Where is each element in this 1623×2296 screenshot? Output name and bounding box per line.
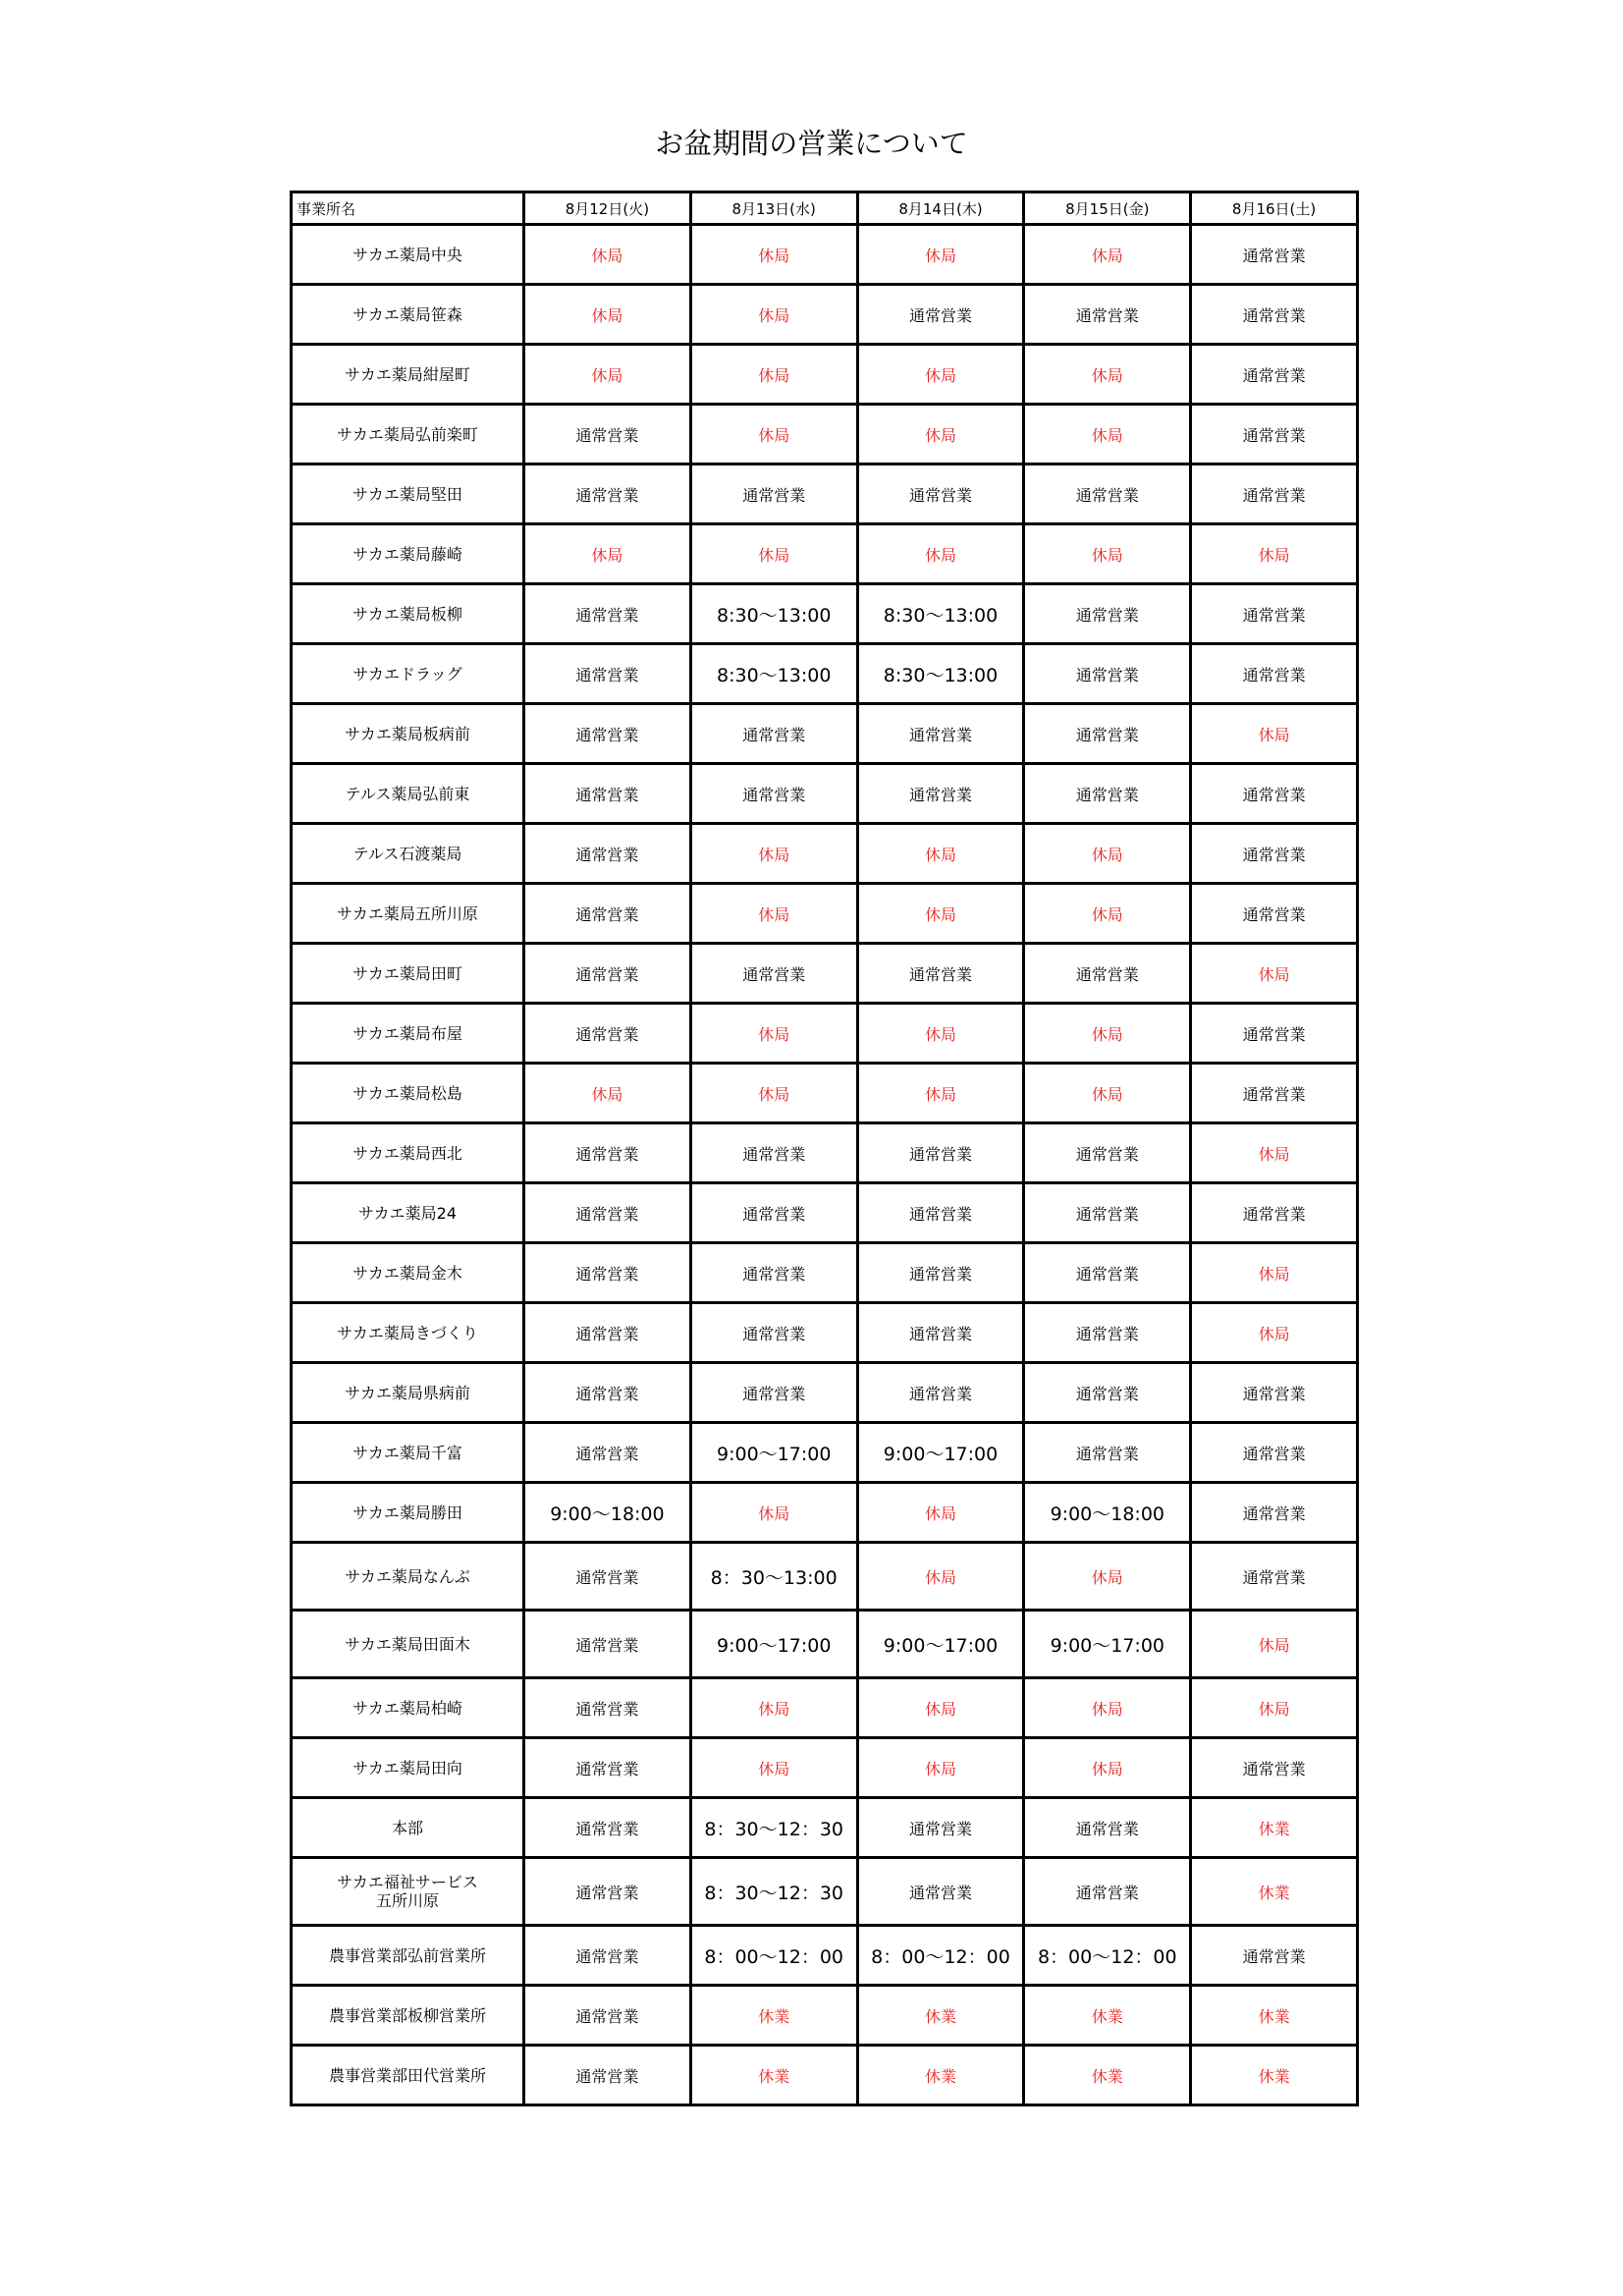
status-cell: 休業 — [690, 2046, 857, 2105]
status-cell: 通常営業 — [524, 465, 691, 524]
header-date: 8月12日(火) — [524, 192, 691, 225]
table-row — [292, 1183, 1358, 1243]
status-cell: 通常営業 — [524, 1004, 691, 1064]
status-cell: 通常営業 — [524, 2046, 691, 2105]
status-cell: 通常営業 — [524, 644, 691, 704]
office-name-line: 農事営業部田代営業所 — [328, 2065, 486, 2085]
table-row — [292, 1483, 1358, 1543]
status-cell: 通常営業 — [524, 944, 691, 1004]
table-row — [292, 1611, 1358, 1678]
status-cell: 通常営業 — [524, 1123, 691, 1183]
status-cell: 休局 — [1024, 225, 1191, 285]
status-cell: 通常営業 — [524, 824, 691, 884]
status-cell: 休局 — [1024, 405, 1191, 465]
status-cell: 休局 — [1024, 345, 1191, 405]
status-cell: 8：00～12：00 — [857, 1926, 1024, 1986]
office-name-cell — [292, 524, 524, 584]
table-row — [292, 1123, 1358, 1183]
status-cell: 休局 — [1024, 1678, 1191, 1738]
status-cell: 休局 — [524, 524, 691, 584]
status-cell: 通常営業 — [690, 1243, 857, 1303]
office-name-line: サカエ薬局田面木 — [345, 1634, 470, 1654]
status-cell: 休局 — [857, 524, 1024, 584]
status-cell: 9:00～17:00 — [1024, 1611, 1191, 1678]
office-name-line: サカエ薬局千富 — [352, 1443, 462, 1462]
table-row — [292, 1543, 1358, 1611]
office-name-line: テルス石渡薬局 — [352, 844, 462, 863]
status-cell: 通常営業 — [690, 1303, 857, 1363]
status-cell: 通常営業 — [1024, 1243, 1191, 1303]
status-cell: 通常営業 — [1191, 584, 1358, 644]
status-cell: 8:30～13:00 — [690, 584, 857, 644]
office-name-cell — [292, 465, 524, 524]
status-cell: 通常営業 — [1191, 1543, 1358, 1611]
office-name-cell — [292, 764, 524, 824]
table-row — [292, 764, 1358, 824]
status-cell: 通常営業 — [857, 764, 1024, 824]
table-row — [292, 644, 1358, 704]
status-cell: 通常営業 — [524, 1303, 691, 1363]
office-name-line: サカエ薬局中央 — [352, 245, 462, 264]
status-cell: 8：00～12：00 — [690, 1926, 857, 1986]
status-cell: 通常営業 — [1191, 1064, 1358, 1123]
table-row — [292, 405, 1358, 465]
status-cell: 通常営業 — [857, 1243, 1024, 1303]
office-name-cell — [292, 1423, 524, 1483]
office-name-line: サカエ薬局24 — [357, 1203, 458, 1223]
status-cell: 通常営業 — [1191, 884, 1358, 944]
status-cell: 通常営業 — [524, 584, 691, 644]
header-date: 8月15日(金) — [1024, 192, 1191, 225]
status-cell: 休局 — [1191, 1123, 1358, 1183]
status-cell: 通常営業 — [1191, 644, 1358, 704]
office-name-cell — [292, 824, 524, 884]
office-name-line: サカエ薬局藤崎 — [352, 544, 462, 564]
header-date: 8月14日(木) — [857, 192, 1024, 225]
status-cell: 通常営業 — [1024, 1423, 1191, 1483]
office-name-cell — [292, 1543, 524, 1611]
table-row — [292, 1303, 1358, 1363]
office-name-line: サカエ福祉サービス — [337, 1873, 478, 1891]
header-row — [292, 192, 1358, 225]
status-cell: 休業 — [1191, 1986, 1358, 2046]
status-cell: 休局 — [690, 285, 857, 345]
page-title: お盆期間の営業について — [655, 127, 968, 160]
status-cell: 通常営業 — [524, 1986, 691, 2046]
status-cell: 休局 — [1024, 1064, 1191, 1123]
status-cell: 休局 — [1191, 944, 1358, 1004]
status-cell: 休局 — [690, 345, 857, 405]
status-cell: 通常営業 — [524, 1678, 691, 1738]
status-cell: 休局 — [857, 1004, 1024, 1064]
office-name-cell — [292, 1611, 524, 1678]
office-name-cell — [292, 345, 524, 405]
office-name-cell — [292, 1123, 524, 1183]
status-cell: 通常営業 — [1024, 1183, 1191, 1243]
status-cell: 休局 — [857, 824, 1024, 884]
status-cell: 休業 — [690, 1986, 857, 2046]
status-cell: 通常営業 — [1191, 225, 1358, 285]
office-name-cell — [292, 644, 524, 704]
status-cell: 休局 — [690, 225, 857, 285]
office-name-line: サカエ薬局田町 — [352, 963, 462, 983]
status-cell: 9:00～17:00 — [690, 1423, 857, 1483]
status-cell: 通常営業 — [857, 704, 1024, 764]
table-row — [292, 1243, 1358, 1303]
status-cell: 休局 — [690, 1678, 857, 1738]
office-name-line: サカエ薬局勝田 — [352, 1503, 462, 1522]
table-row — [292, 944, 1358, 1004]
status-cell: 休局 — [857, 1064, 1024, 1123]
status-cell: 通常営業 — [1191, 824, 1358, 884]
status-cell: 休局 — [1191, 524, 1358, 584]
office-name-cell — [292, 1858, 524, 1926]
office-name-line: サカエ薬局田向 — [352, 1758, 462, 1777]
status-cell: 通常営業 — [1024, 1363, 1191, 1423]
status-cell: 通常営業 — [690, 465, 857, 524]
status-cell: 休局 — [1191, 1678, 1358, 1738]
office-name-line: サカエ薬局弘前楽町 — [337, 424, 478, 444]
status-cell: 休局 — [690, 1483, 857, 1543]
office-name-cell — [292, 704, 524, 764]
status-cell: 休業 — [857, 1986, 1024, 2046]
office-name-line: サカエ薬局笹森 — [352, 304, 462, 324]
status-cell: 通常営業 — [1191, 1183, 1358, 1243]
status-cell: 通常営業 — [524, 1543, 691, 1611]
status-cell: 休局 — [1191, 1611, 1358, 1678]
status-cell: 8:30～13:00 — [690, 644, 857, 704]
status-cell: 通常営業 — [1024, 1123, 1191, 1183]
status-cell: 休局 — [1024, 524, 1191, 584]
status-cell: 通常営業 — [1024, 704, 1191, 764]
status-cell: 9:00～17:00 — [857, 1423, 1024, 1483]
status-cell: 通常営業 — [1024, 944, 1191, 1004]
status-cell: 通常営業 — [690, 1183, 857, 1243]
status-cell: 8:30～13:00 — [857, 584, 1024, 644]
office-name-cell — [292, 1738, 524, 1798]
status-cell: 休局 — [857, 1678, 1024, 1738]
status-cell: 通常営業 — [524, 764, 691, 824]
office-name-line: サカエ薬局松島 — [352, 1083, 462, 1103]
status-cell: 通常営業 — [524, 884, 691, 944]
table-row — [292, 465, 1358, 524]
office-name-cell — [292, 2046, 524, 2105]
status-cell: 8：00～12：00 — [1024, 1926, 1191, 1986]
status-cell: 通常営業 — [524, 405, 691, 465]
table-row — [292, 584, 1358, 644]
status-cell: 通常営業 — [1191, 1738, 1358, 1798]
office-name-cell — [292, 1926, 524, 1986]
office-name-cell — [292, 944, 524, 1004]
status-cell: 8：30～13:00 — [690, 1543, 857, 1611]
office-name-line: サカエ薬局きづくり — [337, 1323, 478, 1342]
status-cell: 通常営業 — [1191, 1004, 1358, 1064]
table-row — [292, 1858, 1358, 1926]
office-name-line: サカエ薬局金木 — [352, 1263, 462, 1283]
status-cell: 通常営業 — [524, 1183, 691, 1243]
status-cell: 休業 — [1191, 1858, 1358, 1926]
office-name-line: サカエドラッグ — [352, 664, 462, 683]
table-row — [292, 524, 1358, 584]
status-cell: 休局 — [857, 884, 1024, 944]
status-cell: 通常営業 — [1191, 465, 1358, 524]
status-cell: 通常営業 — [1191, 1926, 1358, 1986]
header-date: 8月16日(土) — [1191, 192, 1358, 225]
office-name-line: サカエ薬局板病前 — [345, 724, 470, 743]
office-name-cell — [292, 1986, 524, 2046]
status-cell: 通常営業 — [1191, 1483, 1358, 1543]
office-name-line: サカエ薬局布屋 — [352, 1023, 462, 1043]
status-cell: 休局 — [1191, 1243, 1358, 1303]
office-name-cell — [292, 1363, 524, 1423]
status-cell: 通常営業 — [857, 465, 1024, 524]
office-name-line: 五所川原 — [375, 1891, 439, 1910]
table-row — [292, 1986, 1358, 2046]
status-cell: 通常営業 — [690, 1363, 857, 1423]
status-cell: 通常営業 — [857, 1303, 1024, 1363]
status-cell: 通常営業 — [857, 944, 1024, 1004]
status-cell: 通常営業 — [1024, 644, 1191, 704]
status-cell: 8:30～13:00 — [857, 644, 1024, 704]
status-cell: 休局 — [857, 1543, 1024, 1611]
status-cell: 休局 — [1191, 1303, 1358, 1363]
status-cell: 休局 — [690, 884, 857, 944]
header-office-name: 事業所名 — [292, 192, 524, 225]
status-cell: 休局 — [1024, 1543, 1191, 1611]
status-cell: 通常営業 — [857, 1798, 1024, 1858]
status-cell: 休局 — [690, 1738, 857, 1798]
status-cell: 9:00～17:00 — [690, 1611, 857, 1678]
office-name-line: サカエ薬局なんぶ — [345, 1566, 470, 1586]
status-cell: 9:00～18:00 — [524, 1483, 691, 1543]
status-cell: 通常営業 — [524, 1798, 691, 1858]
office-name-cell — [292, 584, 524, 644]
status-cell: 通常営業 — [1191, 285, 1358, 345]
status-cell: 休局 — [857, 405, 1024, 465]
status-cell: 休業 — [1024, 2046, 1191, 2105]
status-cell: 通常営業 — [857, 285, 1024, 345]
status-cell: 通常営業 — [690, 944, 857, 1004]
status-cell: 休局 — [524, 1064, 691, 1123]
office-name-line: テルス薬局弘前東 — [345, 784, 470, 803]
table-row — [292, 1423, 1358, 1483]
table-row — [292, 1798, 1358, 1858]
office-name-line: 本部 — [391, 1818, 423, 1837]
status-cell: 休局 — [857, 1738, 1024, 1798]
status-cell: 休業 — [857, 2046, 1024, 2105]
status-cell: 休業 — [1191, 2046, 1358, 2105]
status-cell: 通常営業 — [690, 764, 857, 824]
status-cell: 通常営業 — [1024, 764, 1191, 824]
office-name-line: サカエ薬局堅田 — [352, 484, 462, 504]
status-cell: 休局 — [524, 345, 691, 405]
office-name-line: サカエ薬局県病前 — [345, 1383, 470, 1402]
status-cell: 通常営業 — [1024, 285, 1191, 345]
status-cell: 休局 — [857, 1483, 1024, 1543]
office-name-cell — [292, 1064, 524, 1123]
table-row — [292, 285, 1358, 345]
status-cell: 通常営業 — [857, 1858, 1024, 1926]
status-cell: 9:00～17:00 — [857, 1611, 1024, 1678]
status-cell: 休局 — [1024, 824, 1191, 884]
office-name-cell — [292, 884, 524, 944]
status-cell: 休局 — [1191, 704, 1358, 764]
table-row — [292, 1926, 1358, 1986]
table-row — [292, 824, 1358, 884]
office-name-line: サカエ薬局西北 — [352, 1143, 462, 1163]
status-cell: 通常営業 — [1024, 1303, 1191, 1363]
status-cell: 休局 — [690, 1004, 857, 1064]
status-cell: 通常営業 — [857, 1183, 1024, 1243]
table-row — [292, 1738, 1358, 1798]
table-row — [292, 1004, 1358, 1064]
office-name-cell — [292, 285, 524, 345]
status-cell: 通常営業 — [524, 1243, 691, 1303]
status-cell: 通常営業 — [690, 1123, 857, 1183]
header-date: 8月13日(水) — [690, 192, 857, 225]
status-cell: 休局 — [524, 285, 691, 345]
office-name-cell — [292, 1303, 524, 1363]
status-cell: 通常営業 — [524, 1611, 691, 1678]
office-name-cell — [292, 225, 524, 285]
status-cell: 通常営業 — [1024, 1798, 1191, 1858]
status-cell: 通常営業 — [857, 1123, 1024, 1183]
status-cell: 休局 — [857, 225, 1024, 285]
table-row — [292, 225, 1358, 285]
status-cell: 休業 — [1024, 1986, 1191, 2046]
office-name-cell — [292, 1678, 524, 1738]
office-name-line: 農事営業部弘前営業所 — [328, 1945, 486, 1965]
status-cell: 休業 — [1191, 1798, 1358, 1858]
office-name-line: 農事営業部板柳営業所 — [328, 2005, 486, 2025]
table-row — [292, 2046, 1358, 2105]
table-row — [292, 704, 1358, 764]
status-cell: 通常営業 — [524, 704, 691, 764]
status-cell: 休局 — [690, 824, 857, 884]
office-name-line: サカエ薬局紺屋町 — [345, 364, 470, 384]
status-cell: 休局 — [690, 405, 857, 465]
status-cell: 休局 — [1024, 1738, 1191, 1798]
status-cell: 通常営業 — [1191, 764, 1358, 824]
office-name-cell — [292, 1004, 524, 1064]
status-cell: 通常営業 — [524, 1423, 691, 1483]
status-cell: 通常営業 — [1024, 465, 1191, 524]
status-cell: 8：30～12：30 — [690, 1858, 857, 1926]
status-cell: 通常営業 — [524, 1363, 691, 1423]
status-cell: 通常営業 — [1191, 345, 1358, 405]
status-cell: 8：30～12：30 — [690, 1798, 857, 1858]
status-cell: 通常営業 — [1024, 1858, 1191, 1926]
status-cell: 通常営業 — [1024, 584, 1191, 644]
status-cell: 通常営業 — [524, 1926, 691, 1986]
table-row — [292, 1678, 1358, 1738]
status-cell: 通常営業 — [690, 704, 857, 764]
status-cell: 休局 — [690, 524, 857, 584]
status-cell: 通常営業 — [857, 1363, 1024, 1423]
office-name-cell — [292, 1483, 524, 1543]
status-cell: 通常営業 — [1191, 1363, 1358, 1423]
table-row — [292, 884, 1358, 944]
status-cell: 休局 — [524, 225, 691, 285]
office-name-line: サカエ薬局板柳 — [352, 604, 462, 624]
business-schedule-table — [290, 191, 1359, 2106]
office-name-cell — [292, 405, 524, 465]
table-row — [292, 345, 1358, 405]
office-name-cell — [292, 1183, 524, 1243]
status-cell: 休局 — [1024, 884, 1191, 944]
status-cell: 休局 — [1024, 1004, 1191, 1064]
office-name-cell — [292, 1798, 524, 1858]
status-cell: 通常営業 — [524, 1738, 691, 1798]
table-row — [292, 1064, 1358, 1123]
status-cell: 休局 — [857, 345, 1024, 405]
table-row — [292, 1363, 1358, 1423]
status-cell: 通常営業 — [1191, 405, 1358, 465]
status-cell: 通常営業 — [524, 1858, 691, 1926]
office-name-line: サカエ薬局柏崎 — [352, 1698, 462, 1718]
office-name-line: サカエ薬局五所川原 — [337, 903, 478, 923]
status-cell: 通常営業 — [1191, 1423, 1358, 1483]
office-name-cell — [292, 1243, 524, 1303]
status-cell: 9:00～18:00 — [1024, 1483, 1191, 1543]
status-cell: 休局 — [690, 1064, 857, 1123]
